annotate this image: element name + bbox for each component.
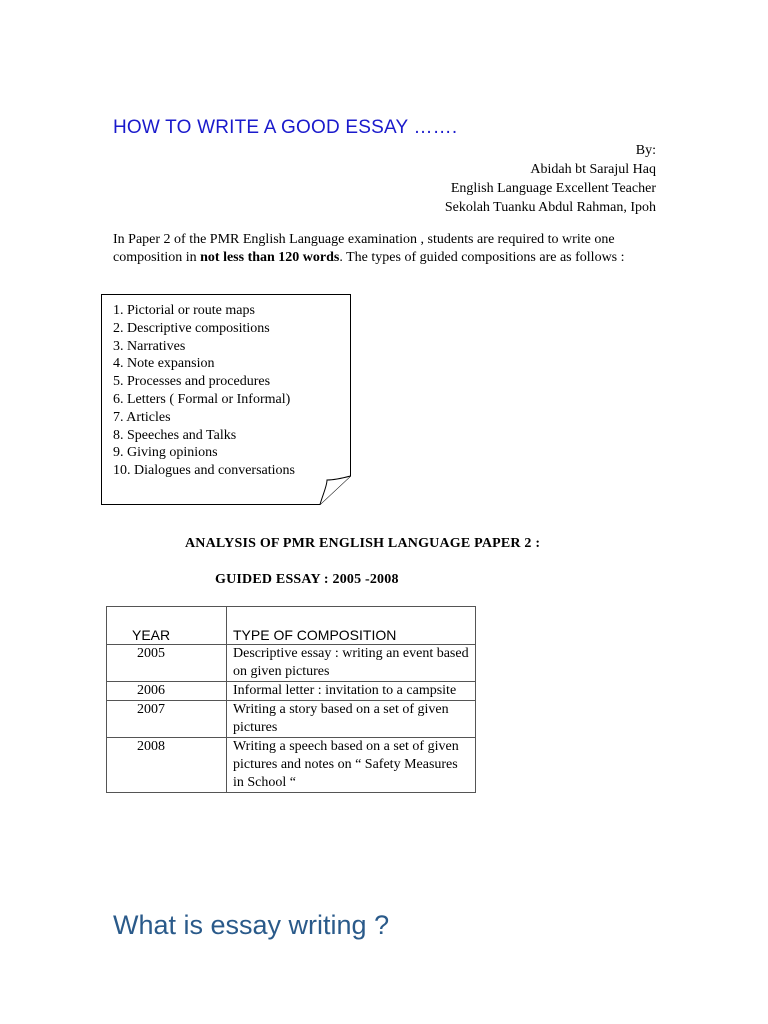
list-item: 6. Letters ( Formal or Informal): [113, 391, 291, 407]
table-row: [107, 701, 476, 738]
intro-text-2: . The types of guided compositions are as follows :: [339, 250, 625, 265]
cell-year: 2008: [107, 738, 227, 793]
analysis-heading: ANALYSIS OF PMR ENGLISH LANGUAGE PAPER 2 :: [185, 536, 541, 551]
author-by: By:: [635, 143, 656, 158]
list-item: 2. Descriptive compositions: [113, 320, 270, 336]
guided-essay-heading: GUIDED ESSAY : 2005 -2008: [215, 572, 399, 587]
list-item: 5. Processes and procedures: [113, 374, 271, 390]
cell-year: 2005: [107, 645, 227, 682]
column-header-type: TYPE OF COMPOSITION: [227, 607, 476, 645]
list-item: 1. Pictorial or route maps: [113, 303, 255, 318]
cell-type: Writing a story based on a set of given pictures: [227, 701, 476, 738]
author-name: Abidah bt Sarajul Haq: [530, 162, 656, 177]
list-item: 9. Giving opinions: [113, 445, 218, 461]
table-row: [107, 645, 476, 682]
table-row: [107, 738, 476, 793]
author-school: Sekolah Tuanku Abdul Rahman, Ipoh: [444, 200, 656, 215]
composition-types-list: [113, 302, 295, 480]
composition-table: [106, 606, 476, 793]
cell-year: 2007: [107, 701, 227, 738]
intro-paragraph: [113, 231, 658, 267]
list-item: 10. Dialogues and conversations: [113, 463, 295, 479]
column-header-year: YEAR: [107, 607, 227, 645]
section-heading: What is essay writing ?: [113, 910, 390, 940]
intro-text-1: In Paper 2 of the PMR English Language examination , students are required to write one composition in: [113, 232, 615, 265]
cell-type: Writing a speech based on a set of given pictures and notes on “ Safety Measures in School “: [227, 738, 476, 793]
table-header-row: [107, 607, 476, 645]
intro-bold: not less than 120 words: [200, 250, 340, 265]
list-item: 7. Articles: [113, 409, 171, 425]
cell-year: 2006: [107, 682, 227, 701]
list-item: 4. Note expansion: [113, 356, 215, 372]
author-block: [445, 141, 656, 217]
table-row: [107, 682, 476, 701]
composition-types-note: [101, 294, 351, 505]
document-title: HOW TO WRITE A GOOD ESSAY …….: [113, 117, 458, 138]
list-item: 3. Narratives: [113, 338, 186, 354]
author-role: English Language Excellent Teacher: [450, 181, 656, 196]
list-item: 8. Speeches and Talks: [113, 427, 237, 443]
cell-type: Informal letter : invitation to a campsite: [227, 682, 476, 701]
cell-type: Descriptive essay : writing an event based on given pictures: [227, 645, 476, 682]
